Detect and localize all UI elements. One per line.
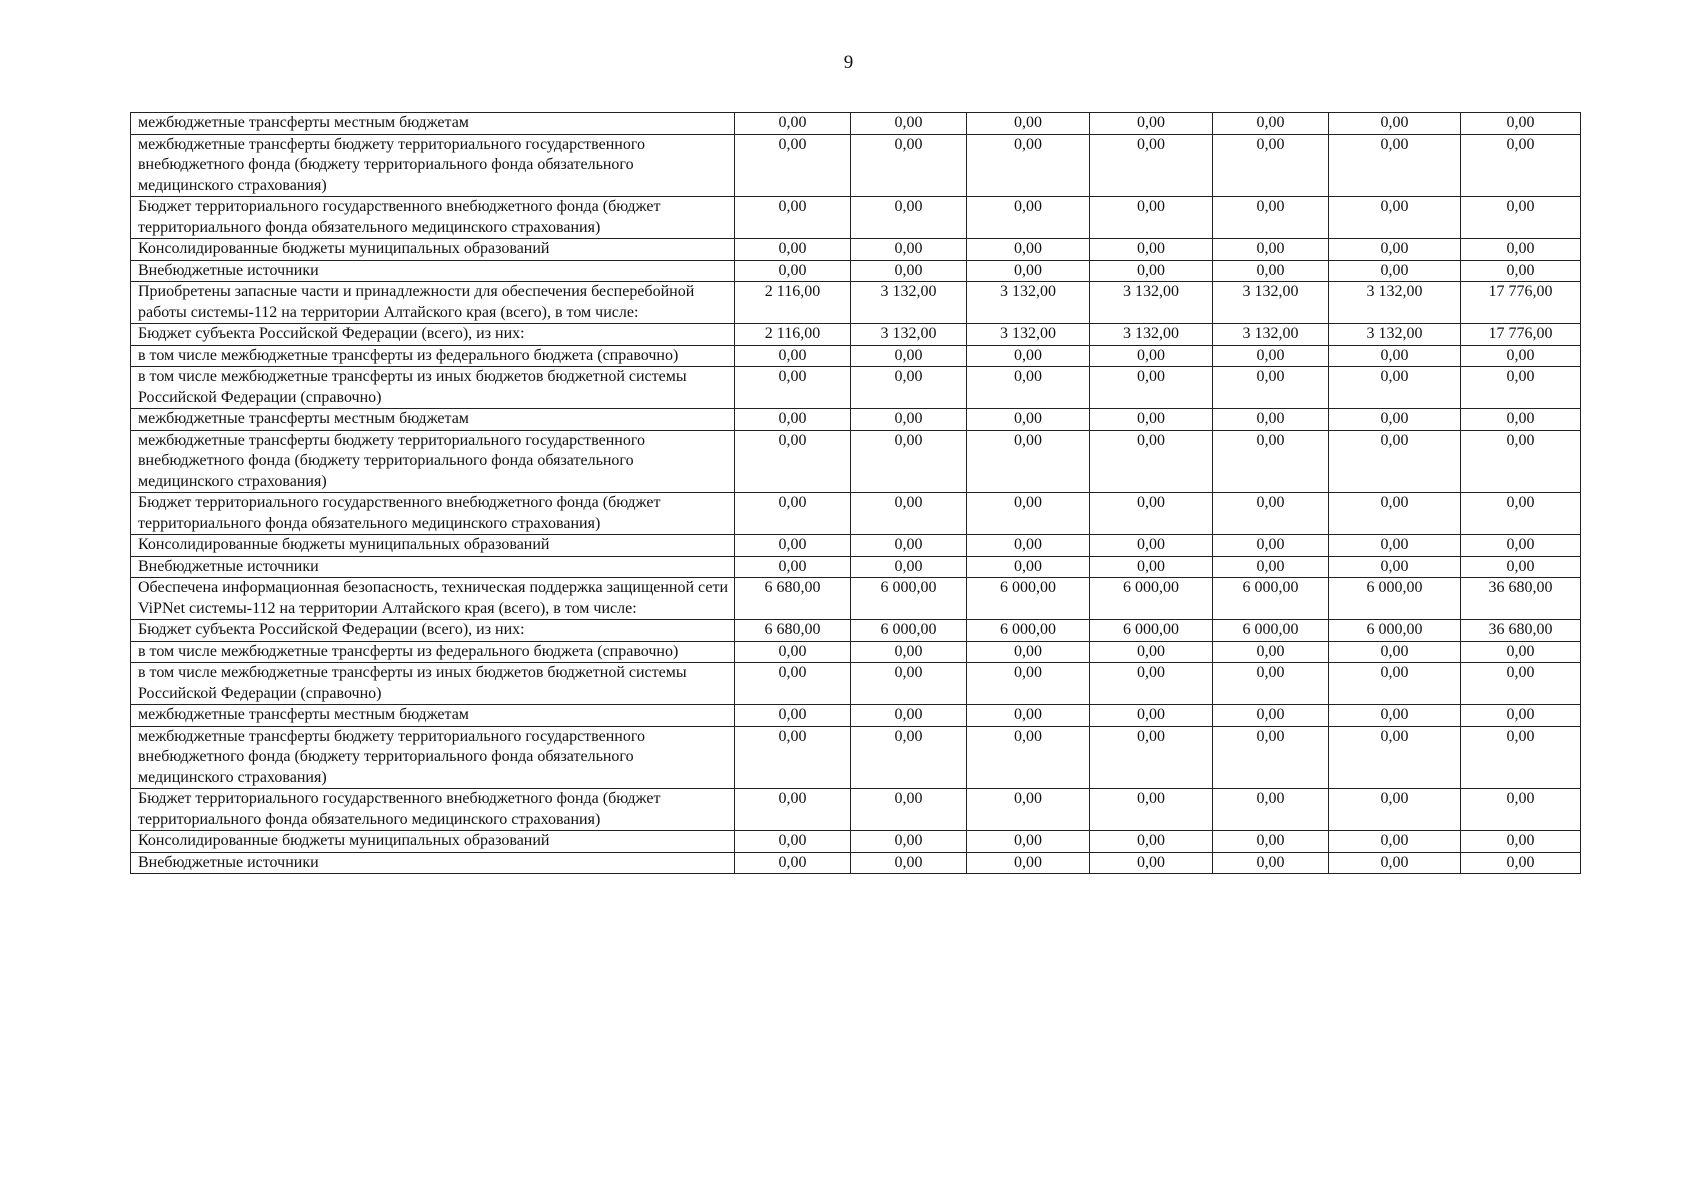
row-label: в том числе межбюджетные трансферты из иных бюджетов бюджетной системы Российской Федерации (справочно): [131, 663, 735, 705]
row-value-cell: 0,00: [1090, 367, 1213, 409]
row-value-cell: 0,00: [967, 789, 1090, 831]
row-value-cell: 6 680,00: [735, 620, 851, 642]
row-value-cell: 0,00: [735, 345, 851, 367]
row-value-cell: 0,00: [967, 705, 1090, 727]
table-row: [131, 789, 1581, 831]
row-value-cell: 3 132,00: [1213, 324, 1329, 346]
row-value-cell: 0,00: [1213, 134, 1329, 197]
row-value-cell: 0,00: [735, 852, 851, 874]
row-total-cell: 0,00: [1461, 726, 1581, 789]
row-value-cell: 0,00: [967, 430, 1090, 493]
row-value-cell: 0,00: [1329, 535, 1461, 557]
row-value-cell: 0,00: [851, 641, 967, 663]
row-value-cell: 0,00: [1329, 134, 1461, 197]
row-value-cell: 0,00: [967, 260, 1090, 282]
table-row: [131, 493, 1581, 535]
row-value-cell: 0,00: [851, 345, 967, 367]
row-value-cell: 0,00: [1090, 493, 1213, 535]
row-value-cell: 0,00: [735, 556, 851, 578]
table-row: [131, 705, 1581, 727]
row-value-cell: 2 116,00: [735, 282, 851, 324]
row-total-cell: 36 680,00: [1461, 578, 1581, 620]
row-value-cell: 0,00: [1090, 641, 1213, 663]
table-row: [131, 430, 1581, 493]
row-value-cell: 0,00: [851, 663, 967, 705]
table-row: [131, 556, 1581, 578]
row-total-cell: 0,00: [1461, 556, 1581, 578]
table-row: [131, 367, 1581, 409]
row-value-cell: 0,00: [967, 239, 1090, 261]
row-value-cell: 0,00: [1213, 535, 1329, 557]
row-total-cell: 0,00: [1461, 535, 1581, 557]
row-value-cell: 0,00: [735, 726, 851, 789]
row-value-cell: 0,00: [1090, 239, 1213, 261]
row-value-cell: 0,00: [735, 430, 851, 493]
row-value-cell: 0,00: [1090, 556, 1213, 578]
row-value-cell: 0,00: [1090, 852, 1213, 874]
row-value-cell: 6 000,00: [851, 620, 967, 642]
row-value-cell: 0,00: [851, 134, 967, 197]
row-value-cell: 0,00: [1213, 239, 1329, 261]
row-label: межбюджетные трансферты бюджету территориального государственного внебюджетного фонда (бюджету территориального фонда обязательного медицинского страхования): [131, 134, 735, 197]
row-value-cell: 3 132,00: [1090, 324, 1213, 346]
row-value-cell: 0,00: [735, 134, 851, 197]
row-value-cell: 3 132,00: [1213, 282, 1329, 324]
row-value-cell: 0,00: [1090, 197, 1213, 239]
row-total-cell: 0,00: [1461, 239, 1581, 261]
table-row: [131, 578, 1581, 620]
row-value-cell: 0,00: [1329, 556, 1461, 578]
row-value-cell: 6 000,00: [1090, 578, 1213, 620]
row-value-cell: 0,00: [967, 409, 1090, 431]
row-value-cell: 0,00: [967, 852, 1090, 874]
row-value-cell: 0,00: [851, 852, 967, 874]
row-label: межбюджетные трансферты бюджету территориального государственного внебюджетного фонда (бюджету территориального фонда обязательного медицинского страхования): [131, 430, 735, 493]
row-value-cell: 0,00: [851, 493, 967, 535]
table-row: [131, 535, 1581, 557]
row-value-cell: 0,00: [851, 789, 967, 831]
row-label: в том числе межбюджетные трансферты из иных бюджетов бюджетной системы Российской Федерации (справочно): [131, 367, 735, 409]
row-value-cell: 3 132,00: [967, 282, 1090, 324]
row-value-cell: 0,00: [735, 260, 851, 282]
row-label: в том числе межбюджетные трансферты из федерального бюджета (справочно): [131, 641, 735, 663]
row-value-cell: 0,00: [1090, 726, 1213, 789]
row-value-cell: 0,00: [1213, 260, 1329, 282]
row-value-cell: 0,00: [735, 663, 851, 705]
table-row: [131, 345, 1581, 367]
row-value-cell: 0,00: [851, 726, 967, 789]
row-value-cell: 0,00: [851, 430, 967, 493]
table-row: [131, 409, 1581, 431]
row-total-cell: 0,00: [1461, 367, 1581, 409]
row-value-cell: 3 132,00: [1329, 282, 1461, 324]
row-value-cell: 3 132,00: [851, 282, 967, 324]
row-value-cell: 0,00: [1329, 430, 1461, 493]
row-total-cell: 0,00: [1461, 345, 1581, 367]
table-row: [131, 282, 1581, 324]
row-value-cell: 0,00: [1090, 260, 1213, 282]
row-value-cell: 0,00: [1090, 409, 1213, 431]
table-body: [131, 113, 1581, 874]
row-value-cell: 0,00: [735, 789, 851, 831]
row-value-cell: 0,00: [851, 197, 967, 239]
row-value-cell: 0,00: [967, 535, 1090, 557]
budget-table: [130, 112, 1581, 874]
row-value-cell: 0,00: [735, 493, 851, 535]
row-value-cell: 0,00: [1090, 134, 1213, 197]
row-value-cell: 0,00: [1213, 113, 1329, 135]
row-value-cell: 0,00: [967, 197, 1090, 239]
row-value-cell: 0,00: [1329, 239, 1461, 261]
row-total-cell: 0,00: [1461, 430, 1581, 493]
row-value-cell: 0,00: [1090, 831, 1213, 853]
row-label: Консолидированные бюджеты муниципальных образований: [131, 831, 735, 853]
row-value-cell: 0,00: [1090, 705, 1213, 727]
row-value-cell: 0,00: [1329, 113, 1461, 135]
row-value-cell: 0,00: [967, 556, 1090, 578]
row-value-cell: 0,00: [1213, 641, 1329, 663]
row-value-cell: 0,00: [967, 726, 1090, 789]
row-value-cell: 0,00: [735, 535, 851, 557]
row-value-cell: 0,00: [1213, 493, 1329, 535]
row-total-cell: 0,00: [1461, 493, 1581, 535]
row-value-cell: 0,00: [967, 134, 1090, 197]
row-value-cell: 0,00: [1090, 663, 1213, 705]
row-value-cell: 0,00: [967, 113, 1090, 135]
row-total-cell: 36 680,00: [1461, 620, 1581, 642]
row-value-cell: 6 000,00: [1329, 578, 1461, 620]
row-value-cell: 0,00: [967, 831, 1090, 853]
row-label: Внебюджетные источники: [131, 556, 735, 578]
row-label: Бюджет территориального государственного внебюджетного фонда (бюджет территориального фонда обязательного медицинского страхования): [131, 493, 735, 535]
row-value-cell: 0,00: [967, 345, 1090, 367]
row-label: Бюджет субъекта Российской Федерации (всего), из них:: [131, 324, 735, 346]
row-value-cell: 0,00: [851, 239, 967, 261]
table-row: [131, 852, 1581, 874]
row-value-cell: 0,00: [1213, 831, 1329, 853]
row-label: межбюджетные трансферты местным бюджетам: [131, 113, 735, 135]
row-value-cell: 0,00: [1329, 831, 1461, 853]
table-row: [131, 620, 1581, 642]
row-value-cell: 6 000,00: [851, 578, 967, 620]
row-value-cell: 0,00: [1090, 535, 1213, 557]
table-row: [131, 324, 1581, 346]
row-value-cell: 0,00: [1329, 409, 1461, 431]
row-value-cell: 0,00: [1090, 345, 1213, 367]
row-value-cell: 0,00: [967, 493, 1090, 535]
row-value-cell: 0,00: [735, 113, 851, 135]
row-total-cell: 0,00: [1461, 789, 1581, 831]
row-value-cell: 0,00: [1329, 367, 1461, 409]
row-label: межбюджетные трансферты местным бюджетам: [131, 409, 735, 431]
row-value-cell: 2 116,00: [735, 324, 851, 346]
row-value-cell: 3 132,00: [851, 324, 967, 346]
row-value-cell: 0,00: [735, 705, 851, 727]
row-value-cell: 0,00: [735, 831, 851, 853]
row-value-cell: 0,00: [851, 831, 967, 853]
row-value-cell: 0,00: [1329, 641, 1461, 663]
row-value-cell: 0,00: [967, 641, 1090, 663]
row-label: межбюджетные трансферты бюджету территориального государственного внебюджетного фонда (бюджету территориального фонда обязательного медицинского страхования): [131, 726, 735, 789]
row-total-cell: 0,00: [1461, 663, 1581, 705]
row-total-cell: 0,00: [1461, 260, 1581, 282]
table-row: [131, 260, 1581, 282]
row-value-cell: 0,00: [1329, 345, 1461, 367]
row-value-cell: 6 000,00: [967, 620, 1090, 642]
row-total-cell: 0,00: [1461, 705, 1581, 727]
row-value-cell: 0,00: [1213, 705, 1329, 727]
row-label: Внебюджетные источники: [131, 260, 735, 282]
row-value-cell: 3 132,00: [1329, 324, 1461, 346]
table-row: [131, 831, 1581, 853]
row-label: межбюджетные трансферты местным бюджетам: [131, 705, 735, 727]
row-value-cell: 6 680,00: [735, 578, 851, 620]
row-value-cell: 0,00: [1329, 726, 1461, 789]
row-value-cell: 0,00: [851, 556, 967, 578]
row-value-cell: 0,00: [735, 197, 851, 239]
row-value-cell: 0,00: [735, 641, 851, 663]
row-value-cell: 0,00: [1090, 113, 1213, 135]
row-value-cell: 0,00: [1329, 197, 1461, 239]
row-total-cell: 0,00: [1461, 409, 1581, 431]
table-row: [131, 663, 1581, 705]
row-value-cell: 0,00: [1213, 197, 1329, 239]
row-label: Консолидированные бюджеты муниципальных образований: [131, 239, 735, 261]
row-value-cell: 0,00: [851, 367, 967, 409]
row-value-cell: 0,00: [1213, 852, 1329, 874]
row-value-cell: 0,00: [1329, 663, 1461, 705]
row-label: Приобретены запасные части и принадлежности для обеспечения бесперебойной работы системы-112 на территории Алтайского края (всего), в том числе:: [131, 282, 735, 324]
row-value-cell: 0,00: [851, 409, 967, 431]
row-value-cell: 0,00: [1213, 556, 1329, 578]
row-value-cell: 0,00: [851, 705, 967, 727]
page-number: 9: [843, 52, 854, 73]
row-label: Бюджет территориального государственного внебюджетного фонда (бюджет территориального фонда обязательного медицинского страхования): [131, 197, 735, 239]
row-value-cell: 0,00: [967, 663, 1090, 705]
row-value-cell: 0,00: [735, 409, 851, 431]
row-label: в том числе межбюджетные трансферты из федерального бюджета (справочно): [131, 345, 735, 367]
table-row: [131, 239, 1581, 261]
row-value-cell: 0,00: [735, 239, 851, 261]
row-value-cell: 0,00: [1213, 367, 1329, 409]
row-value-cell: 6 000,00: [967, 578, 1090, 620]
row-value-cell: 3 132,00: [967, 324, 1090, 346]
row-total-cell: 0,00: [1461, 113, 1581, 135]
row-value-cell: 0,00: [967, 367, 1090, 409]
row-total-cell: 17 776,00: [1461, 324, 1581, 346]
row-value-cell: 0,00: [1329, 789, 1461, 831]
row-value-cell: 0,00: [1090, 789, 1213, 831]
table-row: [131, 197, 1581, 239]
row-value-cell: 0,00: [1329, 493, 1461, 535]
table-row: [131, 113, 1581, 135]
row-value-cell: 0,00: [851, 260, 967, 282]
row-value-cell: 0,00: [1090, 430, 1213, 493]
row-value-cell: 6 000,00: [1329, 620, 1461, 642]
row-value-cell: 0,00: [1213, 345, 1329, 367]
row-value-cell: 0,00: [851, 535, 967, 557]
row-value-cell: 0,00: [851, 113, 967, 135]
row-value-cell: 0,00: [1329, 705, 1461, 727]
row-value-cell: 0,00: [1213, 430, 1329, 493]
row-label: Бюджет субъекта Российской Федерации (всего), из них:: [131, 620, 735, 642]
row-value-cell: 0,00: [1213, 409, 1329, 431]
row-label: Консолидированные бюджеты муниципальных образований: [131, 535, 735, 557]
row-value-cell: 0,00: [1213, 789, 1329, 831]
row-label: Внебюджетные источники: [131, 852, 735, 874]
row-value-cell: 6 000,00: [1213, 620, 1329, 642]
table-row: [131, 641, 1581, 663]
row-total-cell: 0,00: [1461, 852, 1581, 874]
table-row: [131, 134, 1581, 197]
table-row: [131, 726, 1581, 789]
row-value-cell: 3 132,00: [1090, 282, 1213, 324]
row-label: Обеспечена информационная безопасность, техническая поддержка защищенной сети ViPNet системы-112 на территории Алтайского края (всего), в том числе:: [131, 578, 735, 620]
row-value-cell: 6 000,00: [1090, 620, 1213, 642]
row-value-cell: 0,00: [1213, 726, 1329, 789]
row-value-cell: 0,00: [1329, 260, 1461, 282]
row-total-cell: 0,00: [1461, 641, 1581, 663]
row-value-cell: 0,00: [1329, 852, 1461, 874]
row-value-cell: 6 000,00: [1213, 578, 1329, 620]
row-value-cell: 0,00: [1213, 663, 1329, 705]
row-total-cell: 0,00: [1461, 134, 1581, 197]
row-label: Бюджет территориального государственного внебюджетного фонда (бюджет территориального фонда обязательного медицинского страхования): [131, 789, 735, 831]
row-total-cell: 0,00: [1461, 831, 1581, 853]
row-total-cell: 0,00: [1461, 197, 1581, 239]
row-value-cell: 0,00: [735, 367, 851, 409]
row-total-cell: 17 776,00: [1461, 282, 1581, 324]
